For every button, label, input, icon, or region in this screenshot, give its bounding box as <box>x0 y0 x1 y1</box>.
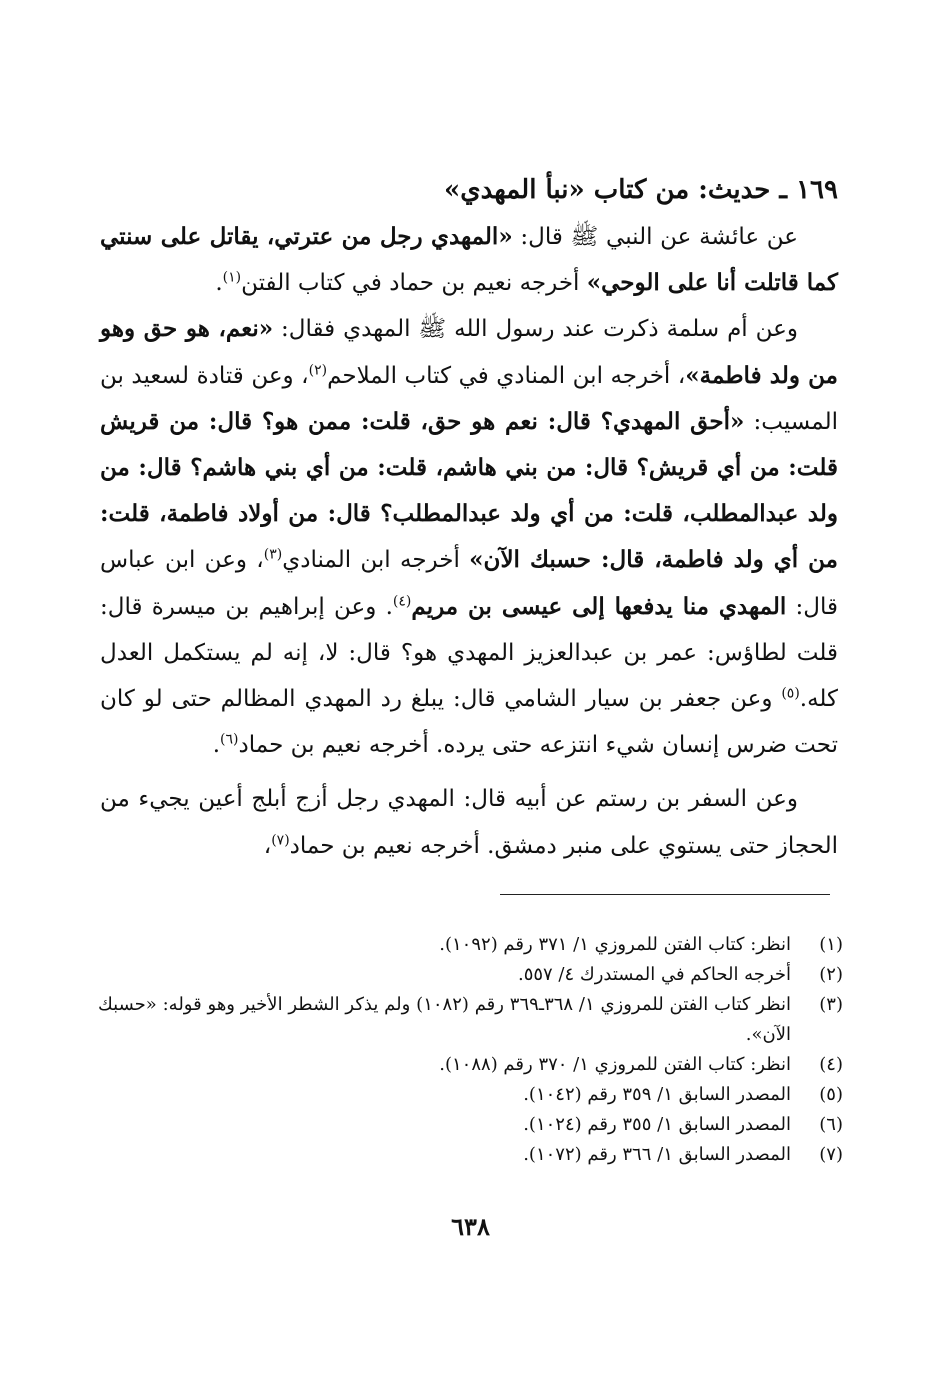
footnote-ref: (١) <box>222 269 242 286</box>
text-segment: ، وعن قتادة لسعيد بن المسيب: <box>100 362 838 435</box>
section-heading <box>100 166 838 214</box>
footnote-item <box>98 1080 843 1110</box>
paragraph-umm-salama <box>100 306 838 768</box>
footnote-text: المصدر السابق ١/ ٣٥٩ رقم (١٠٤٢). <box>523 1084 791 1105</box>
footnote-text: انظر كتاب الفتن للمروزي ١/ ٣٦٨ـ٣٦٩ رقم (١٠٨٢) ولم يذكر الشطر الأخير وهو قوله: «حسبك الآن». <box>98 994 791 1045</box>
footnote-item <box>98 990 843 1050</box>
text-segment: وعن جعفر بن سيار الشامي قال: يبلغ رد المهدي المظالم حتى لو كان تحت ضرس إنسان شيء انتزعه حتى يرده. أخرجه نعيم بن حماد <box>100 686 838 759</box>
text-segment: عن عائشة عن النبي ﷺ قال: <box>512 224 798 250</box>
footnote-text: المصدر السابق ١/ ٣٦٦ رقم (١٠٧٢). <box>523 1144 791 1165</box>
footnote-ref: (٤) <box>392 592 412 609</box>
footnote-text: المصدر السابق ١/ ٣٥٥ رقم (١٠٢٤). <box>523 1114 791 1135</box>
hadith-quote: «أحق المهدي؟ قال: نعم هو حق، قلت: ممن هو؟ قال: من قريش قلت: من أي قريش؟ قال: من بني هاشم، قلت: من أي بني هاشم؟ قال: من ولد عبدالمطلب، قلت: من أي ولد عبدالمطلب؟ قال: من أولاد فاطمة، قلت: من أي ولد فاطمة، قال: حسبك الآن» <box>100 407 838 574</box>
footnotes <box>98 930 843 1170</box>
footnote-number: (٢) <box>819 964 843 985</box>
footnote-item <box>98 930 843 960</box>
footnote-number: (٦) <box>819 1114 843 1135</box>
text-segment: . وعن إبراهيم بن ميسرة قال: قلت لطاؤس: عمر بن عبدالعزيز المهدي هو؟ قال: لا، إنه لم يستكمل العدل كله. <box>100 593 838 713</box>
text-segment: ، أخرجه ابن المنادي في كتاب الملاحم <box>327 362 686 389</box>
text-segment: وعن أم سلمة ذكرت عند رسول الله ﷺ المهدي فقال: <box>273 316 798 343</box>
footnote-item <box>98 1110 843 1140</box>
footnote-item <box>98 960 843 990</box>
footnote-separator <box>500 894 830 895</box>
footnote-ref: (٣) <box>263 546 283 563</box>
footnote-number: (٤) <box>819 1054 843 1075</box>
text-segment: . <box>215 270 223 297</box>
hadith-quote: المهدي منا يدفعها إلى عيسى بن مريم <box>411 592 787 620</box>
hadith-title: من كتاب «نبأ المهدي» <box>444 175 690 205</box>
footnote-ref: (٥) <box>781 685 800 702</box>
text-segment: أخرجه نعيم بن حماد في كتاب الفتن <box>241 270 587 297</box>
text-segment: أخرجه ابن المنادي <box>282 547 470 574</box>
footnote-text: انظر: كتاب الفتن للمروزي ١/ ٣٧٠ رقم (١٠٨٨). <box>439 1054 791 1075</box>
hadith-number: ١٦٩ ـ <box>779 175 838 205</box>
footnote-number: (٥) <box>819 1084 843 1105</box>
main-text <box>100 166 838 869</box>
page-number: ٦٣٨ <box>451 1212 490 1241</box>
text-segment: وعن السفر بن رستم عن أبيه قال: المهدي رجل أزج أبلج أعين يجيء من الحجاز حتى يستوي على منبر دمشق. أخرجه نعيم بن حماد <box>100 786 838 859</box>
footnote-item <box>98 1050 843 1080</box>
hadith-label: حديث: <box>698 175 771 205</box>
footnote-ref: (٦) <box>220 731 239 748</box>
text-segment: ، <box>263 832 272 859</box>
footnote-text: انظر: كتاب الفتن للمروزي ١/ ٣٧١ رقم (١٠٩٢). <box>439 934 791 955</box>
text-segment: ، وعن ابن عباس قال: <box>100 547 838 620</box>
footnote-item <box>98 1140 843 1170</box>
footnote-ref: (٧) <box>271 831 290 848</box>
paragraph-aisha <box>100 214 838 306</box>
hadith-quote: «نعم، هو حق وهو من ولد فاطمة» <box>100 315 838 389</box>
paragraph-safar <box>100 776 838 868</box>
footnote-number: (١) <box>819 934 843 955</box>
footnote-text: أخرجه الحاكم في المستدرك ٤/ ٥٥٧. <box>517 964 791 985</box>
hadith-quote: «المهدي رجل من عترتي، يقاتل على سنتي كما قاتلت أنا على الوحي» <box>100 223 838 297</box>
footnote-ref: (٢) <box>308 361 328 378</box>
text-segment: . <box>212 732 221 759</box>
footnote-number: (٧) <box>819 1144 843 1165</box>
footnote-number: (٣) <box>819 994 843 1015</box>
